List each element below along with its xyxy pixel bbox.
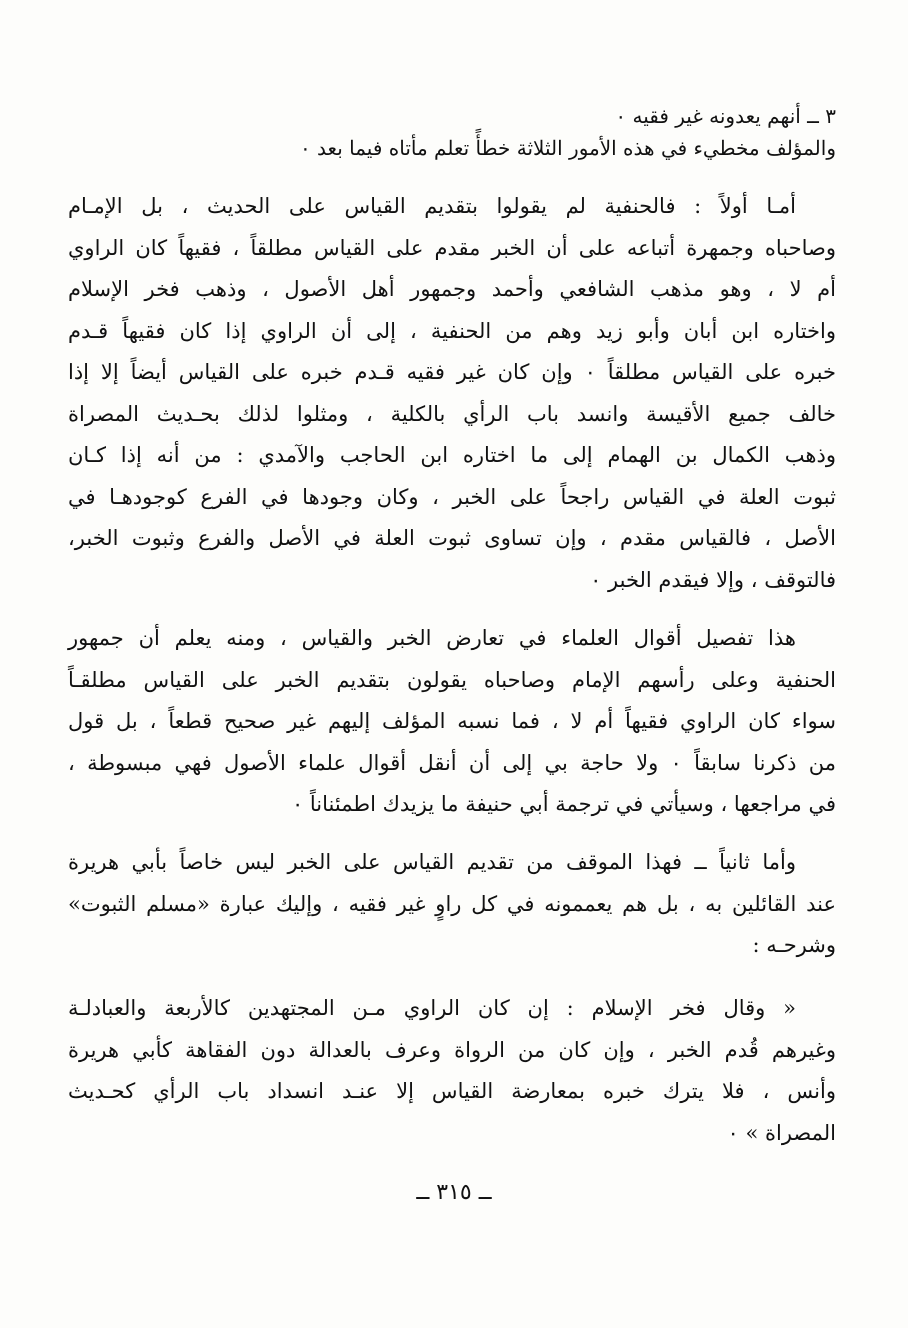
paragraph-line: سواء كان الراوي فقيهاً أم لا ، فما نسبه المؤلف إليهم غير صحيح قطعاً ، بل قول [68, 709, 836, 733]
paragraph-line: المصراة » ٠ [727, 1120, 836, 1145]
intro-block [68, 100, 836, 164]
paragraph-line: خالف جميع الأقيسة وانسد باب الرأي بالكلية ، ومثلوا لذلك بحـديث المصراة [68, 401, 836, 426]
paragraph-second-point [68, 842, 836, 967]
paragraph-line: في مراجعها ، وسيأتي في ترجمة أبي حنيفة ما يزيدك اطمئناناً ٠ [291, 792, 836, 816]
paragraph-line: وأنس ، فلا يترك خبره بمعارضة القياس إلا عنـد انسداد باب الرأي كحـديث [68, 1079, 836, 1103]
intro-line-1: ٣ ــ أنهم يعدونه غير فقيه ٠ [615, 104, 836, 128]
paragraph-quotation [68, 988, 836, 1154]
paragraph-line: عند القائلين به ، بل هم يعممونه في كل راوٍ غير فقيه ، وإليك عبارة «مسلم الثبوت» [68, 891, 836, 916]
paragraph-line: أمـا أولاً : فالحنفية لم يقولوا بتقديم القياس على الحديث ، بل الإمـام [68, 194, 796, 218]
paragraph-first-point [68, 186, 836, 601]
paragraph-line: وأما ثانياً ــ فهذا الموقف من تقديم القياس على الخبر ليس خاصاً بأبي هريرة [68, 850, 796, 874]
paragraph-line: واختاره ابن أبان وأبو زيد وهم من الحنفية ، إلى أن الراوي إذا كان فقيهاً قـدم [68, 318, 836, 343]
paragraph-line: أم لا ، وهو مذهب الشافعي وأحمد وجمهور أهل الأصول ، وذهب فخر الإسلام [68, 277, 836, 301]
paragraph-line: هذا تفصيل أقوال العلماء في تعارض الخبر والقياس ، ومنه يعلم أن جمهور [68, 626, 796, 650]
intro-line-2: والمؤلف مخطيء في هذه الأمور الثلاثة خطأً تعلم مأتاه فيما بعد ٠ [299, 136, 836, 160]
page-number: ــ ٣١٥ ــ [416, 1180, 492, 1205]
paragraph-line: الأصل ، فالقياس مقدم ، وإن تساوى ثبوت العلة في الأصل والفرع وثبوت الخبر، [68, 526, 836, 550]
paragraph-line: وشرحـه : [752, 933, 836, 957]
paragraph-line: ثبوت العلة في القياس راجحاً على الخبر ، وكان وجودها في الفرع كوجودهـا في [68, 484, 836, 509]
paragraph-line: فالتوقف ، وإلا فيقدم الخبر ٠ [590, 567, 836, 592]
paragraph-summary [68, 618, 836, 826]
paragraph-line: الحنفية وعلى رأسهم الإمام وصاحباه يقولون بتقديم الخبر على القياس مطلقـاً [68, 667, 836, 692]
paragraph-line: خبره على القياس مطلقاً ٠ وإن كان غير فقيه قـدم خبره على القياس أيضاً إلا إذا [68, 360, 836, 384]
paragraph-line: وغيرهم قُدم الخبر ، وإن كان من الرواة وعرف بالعدالة دون الفقاهة كأبي هريرة [68, 1037, 836, 1062]
paragraph-line: وصاحباه وجمهرة أتباعه على أن الخبر مقدم على القياس مطلقاً ، فقيهاً كان الراوي [68, 235, 836, 260]
paragraph-line: من ذكرنا سابقاً ٠ ولا حاجة بي إلى أن أنقل أقوال علماء الأصول فهي مبسوطة ، [68, 750, 836, 775]
paragraph-line: وذهب الكمال بن الهمام إلى ما اختاره ابن الحاجب والآمدي : من أنه إذا كـان [68, 443, 836, 467]
paragraph-line: « وقال فخر الإسلام : إن كان الراوي مـن المجتهدين كالأربعة والعبادلـة [68, 996, 796, 1020]
